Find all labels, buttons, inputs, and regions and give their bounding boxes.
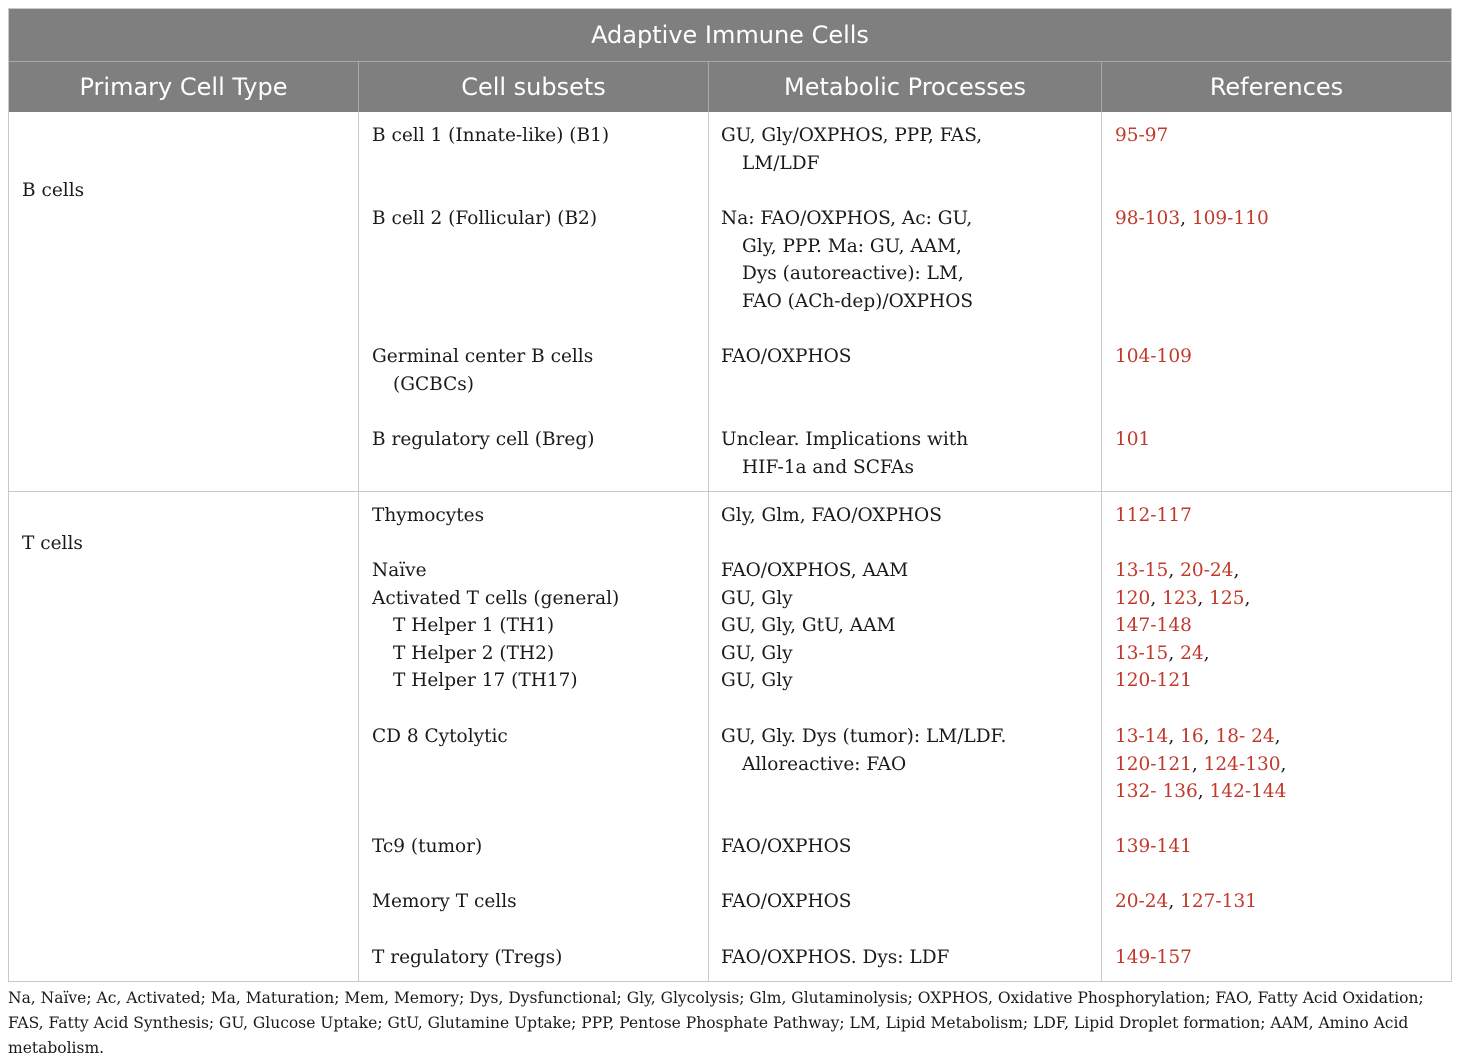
metabolic-process: GU, Gly/OXPHOS, PPP, FAS, xyxy=(721,125,983,146)
cell-subset: B regulatory cell (Breg) xyxy=(372,429,595,450)
cell-subset: Germinal center B cells xyxy=(372,346,594,367)
table-header-row xyxy=(9,61,1451,112)
reference-separator: , xyxy=(1150,587,1163,609)
metabolic-process: FAO/OXPHOS xyxy=(721,891,852,912)
metabolic-process: Na: FAO/OXPHOS, Ac: GU, xyxy=(721,208,973,229)
reference-line xyxy=(1115,667,1192,695)
reference-separator: , xyxy=(1168,726,1181,747)
data-table xyxy=(8,8,1452,982)
reference-link[interactable]: 142-144 xyxy=(1209,781,1287,802)
reference-link[interactable]: 16 xyxy=(1180,726,1204,747)
metabolic-process: HIF-1a and SCFAs xyxy=(742,456,914,478)
reference-separator: , xyxy=(1180,208,1192,229)
reference-link[interactable]: 13-15 xyxy=(1115,560,1169,581)
reference-link[interactable]: 101 xyxy=(1115,429,1151,450)
cell-subset: Tc9 (tumor) xyxy=(372,836,483,857)
table-title: Adaptive Immune Cells xyxy=(9,9,1451,61)
metabolic-process: GU, Gly xyxy=(721,642,793,664)
cell-subset: CD 8 Cytolytic xyxy=(372,726,508,747)
metabolic-process: FAO (ACh-dep)/OXPHOS xyxy=(742,290,974,312)
reference-link[interactable]: 98-103 xyxy=(1115,208,1181,229)
cell-subset: T Helper 1 (TH1) xyxy=(393,615,555,636)
group-divider xyxy=(9,491,1451,492)
reference-separator: , xyxy=(1203,726,1216,747)
metabolic-process: LM/LDF xyxy=(742,152,820,174)
reference-line xyxy=(1115,778,1286,806)
cell-subset: Naïve xyxy=(372,560,427,581)
metabolic-process: FAO/OXPHOS xyxy=(721,836,852,857)
cell-subset: Memory T cells xyxy=(372,891,517,912)
cell-subset: (GCBCs) xyxy=(393,373,474,395)
reference-line xyxy=(1115,888,1257,916)
reference-link[interactable]: 125 xyxy=(1209,587,1245,609)
reference-link[interactable]: 13-15 xyxy=(1115,642,1169,664)
reference-link[interactable]: 120-121 xyxy=(1115,670,1192,691)
column-divider xyxy=(358,112,359,982)
header-references: References xyxy=(1101,62,1451,112)
metabolic-process: FAO/OXPHOS. Dys: LDF xyxy=(721,947,950,968)
metabolic-process: Gly, PPP. Ma: GU, AAM, xyxy=(742,235,962,257)
reference-line xyxy=(1115,833,1192,861)
reference-line xyxy=(1115,502,1192,530)
metabolic-process: GU, Gly xyxy=(721,587,793,609)
column-divider xyxy=(708,112,709,982)
table-footnote: Na, Naïve; Ac, Activated; Ma, Maturation; Mem, Memory; Dys, Dysfunctional; Gly, Glycolysis; Glm, Glutaminolysis; OXPHOS, Oxidative Phosphorylation; FAO, Fatty Acid Oxidation; FAS, Fatty Acid Synthesis; GU, Glucose Uptake; GtU, Glutamine Uptake; PPP, Pentose Phosphate Pathway; LM, Lipid Metabolism; LDF, Lipid Droplet formation; AAM, Amino Acid metabolism. xyxy=(8,989,1424,1057)
reference-line xyxy=(1115,640,1210,668)
reference-line xyxy=(1115,944,1192,972)
metabolic-process: Dys (autoreactive): LM, xyxy=(742,263,964,284)
metabolic-process: GU, Gly xyxy=(721,670,793,691)
reference-link[interactable]: 120 xyxy=(1115,587,1151,609)
header-metabolic-processes: Metabolic Processes xyxy=(708,62,1101,112)
reference-line xyxy=(1115,343,1192,371)
reference-separator: , xyxy=(1168,891,1181,912)
metabolic-process: FAO/OXPHOS xyxy=(721,346,852,367)
cell-subset: T Helper 2 (TH2) xyxy=(393,642,555,664)
metabolic-process: GU, Gly. Dys (tumor): LM/LDF. xyxy=(721,726,1007,747)
reference-link[interactable]: 124-130 xyxy=(1203,753,1281,775)
cell-subset: T Helper 17 (TH17) xyxy=(393,670,578,691)
reference-line xyxy=(1115,557,1239,585)
reference-link[interactable]: 13-14 xyxy=(1115,726,1169,747)
reference-separator: , xyxy=(1168,642,1181,664)
reference-separator: , xyxy=(1280,753,1287,775)
cell-subset: T regulatory (Tregs) xyxy=(372,947,563,968)
reference-separator: , xyxy=(1197,781,1210,802)
reference-link[interactable]: 120-121 xyxy=(1115,753,1192,775)
cell-subset: B cell 2 (Follicular) (B2) xyxy=(372,208,598,229)
reference-separator: , xyxy=(1168,560,1181,581)
metabolic-process: Gly, Glm, FAO/OXPHOS xyxy=(721,505,942,526)
reference-separator: , xyxy=(1274,726,1281,747)
header-primary-cell-type: Primary Cell Type xyxy=(79,73,288,101)
primary-cell-type: T cells xyxy=(22,533,83,554)
primary-cell-type: B cells xyxy=(22,180,85,201)
reference-link[interactable]: 18- 24 xyxy=(1215,726,1275,747)
header-cell-subsets: Cell subsets xyxy=(358,62,708,112)
reference-link[interactable]: 112-117 xyxy=(1115,505,1192,526)
reference-line xyxy=(1115,723,1281,751)
reference-link[interactable]: 132- 136 xyxy=(1115,781,1198,802)
reference-line xyxy=(1115,205,1269,233)
metabolic-process: GU, Gly, GtU, AAM xyxy=(721,615,896,636)
reference-separator: , xyxy=(1191,753,1204,775)
reference-separator: , xyxy=(1197,587,1210,609)
reference-line xyxy=(1115,612,1192,640)
reference-separator: , xyxy=(1233,560,1240,581)
metabolic-process: Unclear. Implications with xyxy=(721,429,969,450)
cell-subset: B cell 1 (Innate-like) (B1) xyxy=(372,125,610,146)
metabolic-process: FAO/OXPHOS, AAM xyxy=(721,560,909,581)
reference-link[interactable]: 127-131 xyxy=(1180,891,1257,912)
reference-line xyxy=(1115,751,1286,779)
reference-separator: , xyxy=(1203,642,1210,664)
reference-link[interactable]: 147-148 xyxy=(1115,615,1192,636)
reference-link[interactable]: 123 xyxy=(1162,587,1198,609)
reference-link[interactable]: 149-157 xyxy=(1115,947,1192,968)
reference-line xyxy=(1115,122,1168,150)
metabolic-process: Alloreactive: FAO xyxy=(742,753,907,775)
reference-separator: , xyxy=(1244,587,1251,609)
reference-link[interactable]: 109-110 xyxy=(1191,208,1269,229)
cell-subset: Thymocytes xyxy=(372,505,485,526)
cell-subset: Activated T cells (general) xyxy=(372,587,620,609)
reference-line xyxy=(1115,585,1250,613)
reference-link[interactable]: 104-109 xyxy=(1115,346,1192,367)
reference-line xyxy=(1115,426,1150,454)
reference-link[interactable]: 20-24 xyxy=(1115,891,1169,912)
reference-link[interactable]: 20-24 xyxy=(1180,560,1234,581)
reference-link[interactable]: 139-141 xyxy=(1115,836,1192,857)
column-divider xyxy=(1101,112,1102,982)
reference-link[interactable]: 24 xyxy=(1180,642,1204,664)
reference-link[interactable]: 95-97 xyxy=(1115,125,1169,146)
